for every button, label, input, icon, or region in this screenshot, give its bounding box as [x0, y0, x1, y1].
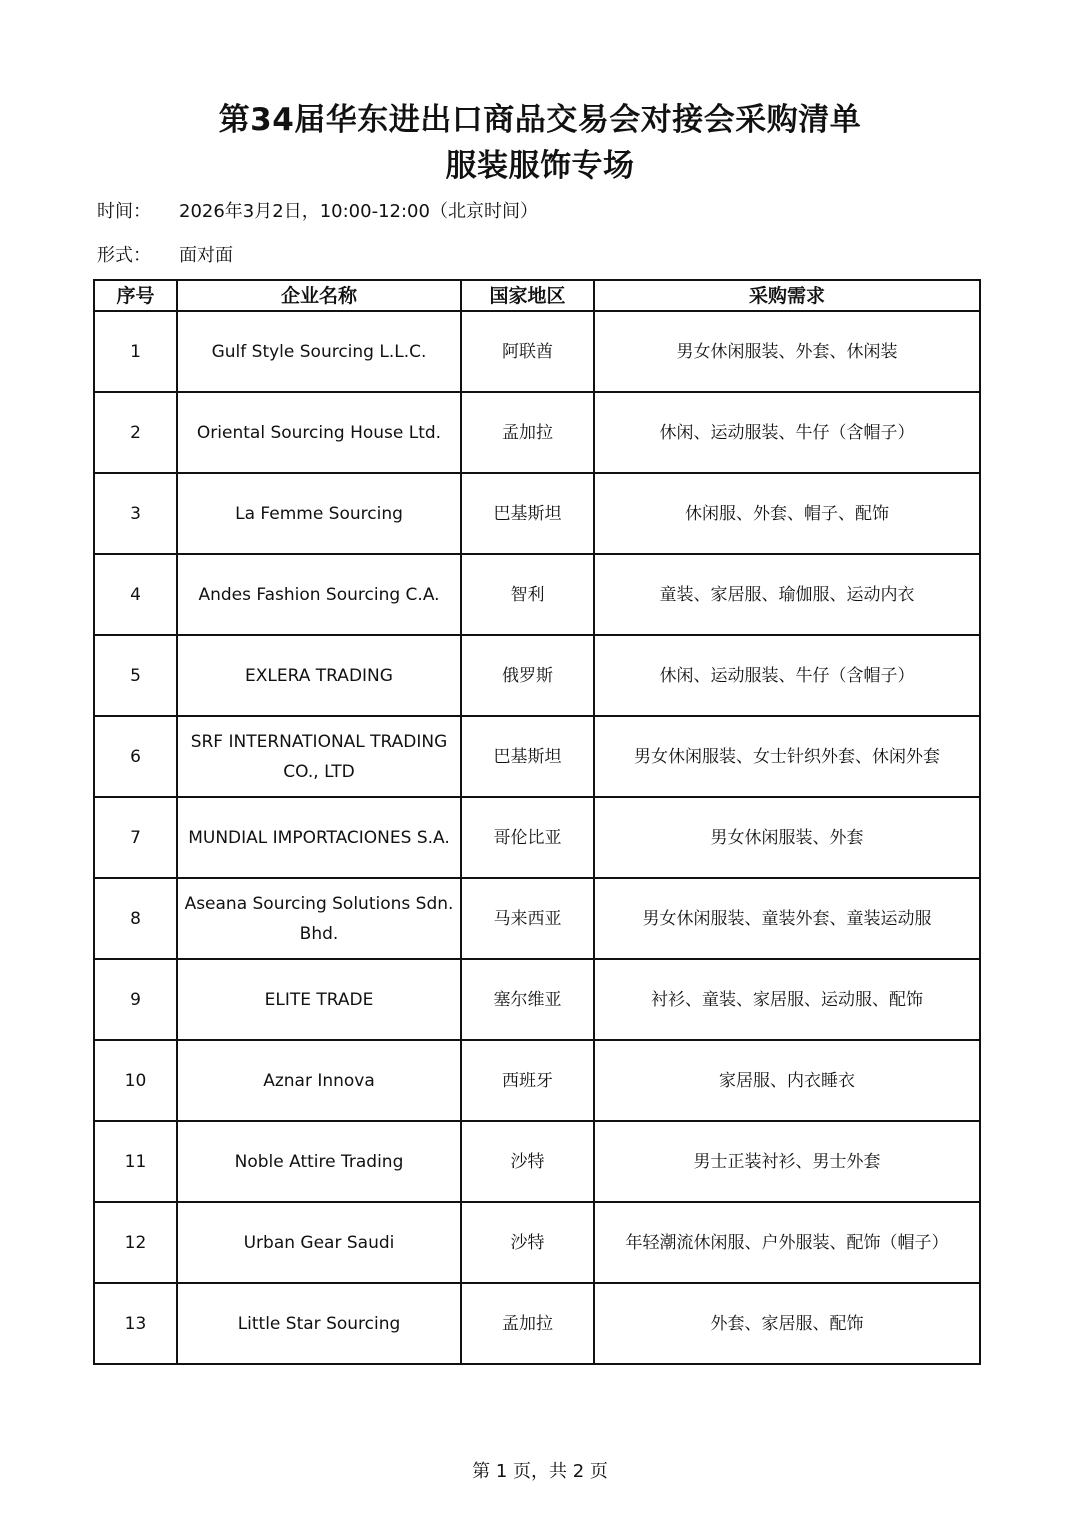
cell-company: Oriental Sourcing House Ltd.: [177, 392, 461, 473]
meta-time: [97, 200, 538, 224]
document-subtitle: 服装服饰专场: [445, 148, 635, 184]
header-no: 序号: [94, 280, 177, 311]
table-row: [94, 959, 980, 1040]
cell-no: 3: [94, 473, 177, 554]
header-company: 企业名称: [177, 280, 461, 311]
cell-country: 巴基斯坦: [461, 473, 594, 554]
cell-country: 沙特: [461, 1121, 594, 1202]
cell-country: 西班牙: [461, 1040, 594, 1121]
table-row: [94, 1202, 980, 1283]
table-row: [94, 392, 980, 473]
cell-company: Little Star Sourcing: [177, 1283, 461, 1364]
table-row: [94, 635, 980, 716]
cell-no: 8: [94, 878, 177, 959]
page-number: 第 1 页，共 2 页: [472, 1461, 608, 1482]
cell-country: 塞尔维亚: [461, 959, 594, 1040]
cell-needs: 男女休闲服装、外套: [594, 797, 980, 878]
table-row: [94, 473, 980, 554]
cell-company: Urban Gear Saudi: [177, 1202, 461, 1283]
table-header-row: [94, 280, 980, 311]
cell-no: 2: [94, 392, 177, 473]
cell-needs: 男女休闲服装、女士针织外套、休闲外套: [594, 716, 980, 797]
header-needs: 采购需求: [594, 280, 980, 311]
cell-needs: 休闲、运动服装、牛仔（含帽子）: [594, 635, 980, 716]
cell-needs: 年轻潮流休闲服、户外服装、配饰（帽子）: [594, 1202, 980, 1283]
cell-company: MUNDIAL IMPORTACIONES S.A.: [177, 797, 461, 878]
cell-no: 13: [94, 1283, 177, 1364]
cell-no: 5: [94, 635, 177, 716]
cell-no: 9: [94, 959, 177, 1040]
cell-company: EXLERA TRADING: [177, 635, 461, 716]
cell-country: 孟加拉: [461, 1283, 594, 1364]
cell-country: 巴基斯坦: [461, 716, 594, 797]
cell-needs: 家居服、内衣睡衣: [594, 1040, 980, 1121]
cell-needs: 男士正装衬衫、男士外套: [594, 1121, 980, 1202]
cell-country: 俄罗斯: [461, 635, 594, 716]
cell-no: 11: [94, 1121, 177, 1202]
procurement-table: [93, 279, 981, 1365]
cell-country: 孟加拉: [461, 392, 594, 473]
cell-needs: 休闲服、外套、帽子、配饰: [594, 473, 980, 554]
cell-no: 12: [94, 1202, 177, 1283]
cell-company: SRF INTERNATIONAL TRADING CO., LTD: [177, 716, 461, 797]
cell-needs: 童装、家居服、瑜伽服、运动内衣: [594, 554, 980, 635]
cell-country: 智利: [461, 554, 594, 635]
format-value: 面对面: [179, 245, 233, 266]
table-row: [94, 1283, 980, 1364]
time-label: 时间：: [97, 201, 151, 222]
cell-needs: 休闲、运动服装、牛仔（含帽子）: [594, 392, 980, 473]
table-row: [94, 716, 980, 797]
cell-no: 7: [94, 797, 177, 878]
format-label: 形式：: [97, 245, 151, 266]
cell-company: Aseana Sourcing Solutions Sdn. Bhd.: [177, 878, 461, 959]
cell-no: 1: [94, 311, 177, 392]
table-row: [94, 311, 980, 392]
cell-company: La Femme Sourcing: [177, 473, 461, 554]
cell-country: 马来西亚: [461, 878, 594, 959]
table-row: [94, 1121, 980, 1202]
table-row: [94, 878, 980, 959]
cell-country: 哥伦比亚: [461, 797, 594, 878]
table-row: [94, 1040, 980, 1121]
cell-country: 阿联酋: [461, 311, 594, 392]
cell-needs: 男女休闲服装、外套、休闲装: [594, 311, 980, 392]
cell-company: Gulf Style Sourcing L.L.C.: [177, 311, 461, 392]
table-row: [94, 797, 980, 878]
cell-needs: 外套、家居服、配饰: [594, 1283, 980, 1364]
cell-country: 沙特: [461, 1202, 594, 1283]
header-country: 国家地区: [461, 280, 594, 311]
cell-company: ELITE TRADE: [177, 959, 461, 1040]
cell-company: Andes Fashion Sourcing C.A.: [177, 554, 461, 635]
time-value: 2026年3月2日，10:00-12:00（北京时间）: [179, 201, 538, 222]
cell-needs: 男女休闲服装、童装外套、童装运动服: [594, 878, 980, 959]
meta-format: [97, 244, 233, 268]
table-row: [94, 554, 980, 635]
cell-needs: 衬衫、童装、家居服、运动服、配饰: [594, 959, 980, 1040]
cell-company: Aznar Innova: [177, 1040, 461, 1121]
cell-company: Noble Attire Trading: [177, 1121, 461, 1202]
document-title: 第34届华东进出口商品交易会对接会采购清单: [218, 102, 862, 138]
cell-no: 6: [94, 716, 177, 797]
cell-no: 10: [94, 1040, 177, 1121]
cell-no: 4: [94, 554, 177, 635]
